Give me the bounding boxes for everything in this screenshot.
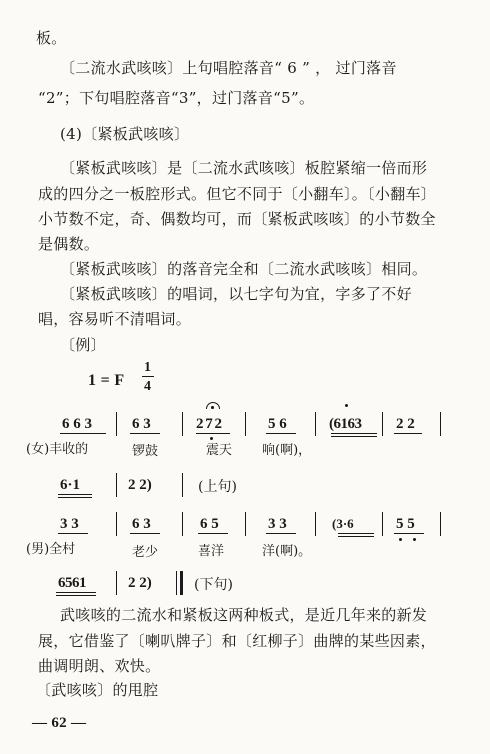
note-group: 2 2): [128, 575, 152, 591]
note-group: 2 2): [128, 477, 152, 493]
note-group: 6561: [58, 575, 86, 591]
lyric: 喜洋: [198, 544, 225, 559]
note-group: 3 3: [60, 516, 79, 532]
time-signature-numerator: 1: [144, 360, 151, 375]
text-line: 〔紧板武咳咳〕的唱词，以七字句为宜，字多了不好: [60, 285, 412, 303]
text-line: 是偶数。: [38, 235, 100, 253]
text-line: 小节数不定，奇、偶数均可，而〔紧板武咳咳〕的小节数全: [38, 210, 436, 228]
lyric: 洋(啊)。: [262, 544, 312, 559]
note-group: 6 3: [132, 516, 151, 532]
lyric: 锣鼓: [132, 444, 159, 459]
example-label: 〔例〕: [60, 336, 106, 354]
note-group: (3·6: [332, 516, 354, 531]
note-group: (6163: [329, 416, 362, 432]
note-group: 2 2: [396, 416, 415, 432]
note-group: 5 6: [268, 416, 287, 432]
lyric: 老少: [132, 545, 159, 560]
phrase-annotation: (下句): [194, 577, 233, 593]
note-group: 6 6 3: [62, 416, 92, 432]
lyric: (女)丰收的: [26, 442, 89, 457]
note-group: 6·1: [60, 477, 81, 493]
text-line: 唱，容易听不清唱词。: [38, 310, 192, 328]
key-signature: 1 = F: [88, 372, 125, 389]
text-line: 〔二流水武咳咳〕上句唱腔落音“ 6 ” ， 过门落音: [60, 59, 397, 77]
text-line: 成的四分之一板腔形式。但它不同于〔小翻车〕。〔小翻车〕: [38, 185, 437, 203]
text-line: 武咳咳的二流水和紧板这两种板式，是近几年来的新发: [60, 606, 428, 624]
phrase-annotation: (上句): [198, 479, 237, 495]
section-heading: (4)〔紧板武咳咳〕: [60, 125, 190, 143]
lyric: 震天: [206, 443, 233, 458]
text-line: 曲调明朗、欢快。: [38, 657, 161, 675]
note-group: 6 5: [200, 516, 219, 532]
text-line: 〔紧板武咳咳〕的落音完全和〔二流水武咳咳〕相同。: [60, 260, 428, 278]
text-line: “2”；下句唱腔落音“3”，过门落音“5”。: [38, 89, 315, 107]
final-barline: [180, 571, 183, 595]
subsection-heading: 〔武咳咳〕的甩腔: [36, 681, 159, 699]
note-group: 2 7 2: [196, 416, 221, 432]
note-group: 3 3: [268, 516, 287, 532]
text-line: 〔紧板武咳咳〕是〔二流水武咳咳〕板腔紧缩一倍而形: [60, 159, 428, 177]
time-signature-denominator: 4: [144, 379, 151, 394]
page-number: — 62 —: [32, 715, 87, 731]
lyric: (男)全村: [26, 542, 76, 557]
note-group: 6 3: [132, 416, 151, 432]
text-line: 板。: [36, 29, 67, 47]
text-line: 展，它借鉴了〔喇叭牌子〕和〔红柳子〕曲牌的某些因素，: [38, 632, 436, 650]
note-group: 5 5: [396, 516, 415, 532]
lyric: 响(啊)，: [262, 443, 312, 458]
